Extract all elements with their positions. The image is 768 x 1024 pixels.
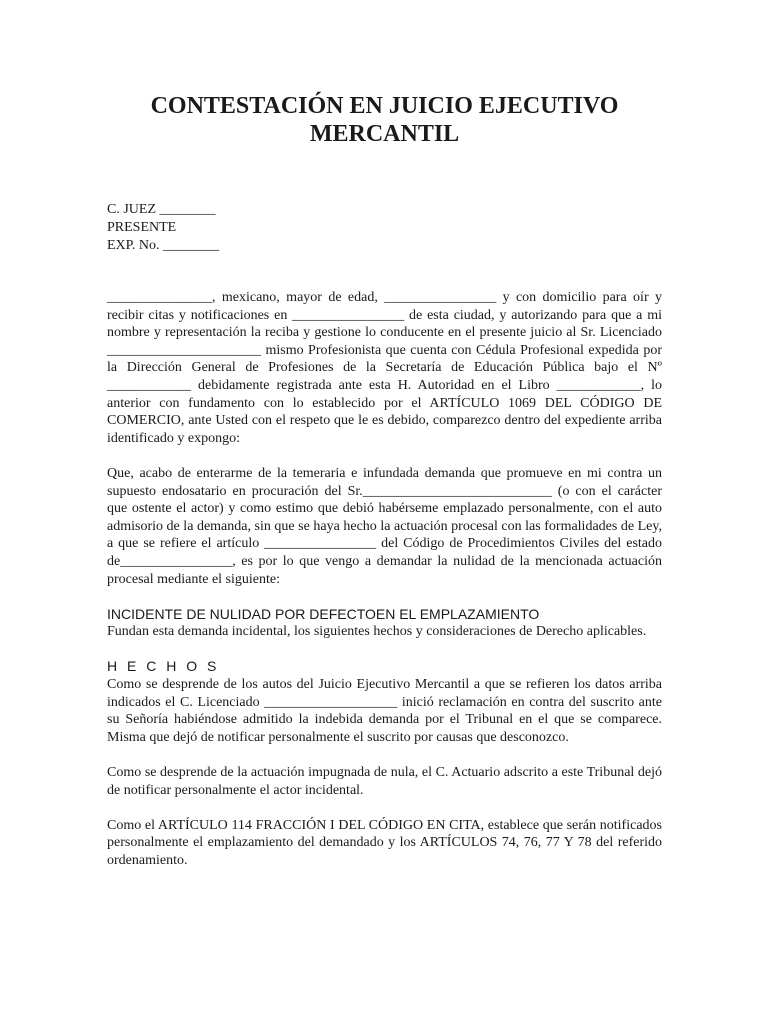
paragraph-fundan: Fundan esta demanda incidental, los siguientes hechos y consideraciones de Derecho aplicables. <box>107 624 647 640</box>
document-title: CONTESTACIÓN EN JUICIO EJECUTIVO MERCANTIL <box>150 93 619 147</box>
paragraph-hecho-2: Como se desprende de la actuación impugnada de nula, el C. Actuario adscrito a este Tribunal dejó de notificar personalmente el actor incidental. <box>107 765 662 798</box>
addressee-presente: PRESENTE <box>107 220 177 235</box>
incidente-heading: INCIDENTE DE NULIDAD POR DEFECTOEN EL EMPLAZAMIENTO <box>107 605 540 622</box>
paragraph-intro: _______________, mexicano, mayor de edad, ________________ y con domicilio para oír y recibir citas y notificaciones en ________________ de esta ciudad, y autorizando para que a mi nombre y representación la reciba y gestione lo conducente en el presente juicio al Sr. Licenciado ______________________ mismo Profesionista que cuenta con Cédula Profesional expedida por la Dirección General de Profesiones de la Secretaría de Educación Pública bajo el Nº ____________ debidamente registrada ante esta H. Autoridad en el Libro ____________, lo anterior con fundamento con lo establecido por el ARTÍCULO 1069 DEL CÓDIGO DE COMERCIO, ante Usted con el respeto que le es debido, comparezco dentro del expediente arriba identificado y expongo: <box>107 290 662 446</box>
document-body <box>107 289 662 870</box>
paragraph-hecho-3: Como el ARTÍCULO 114 FRACCIÓN I DEL CÓDIGO EN CITA, establece que serán notificados personalmente el emplazamiento del demandado y los ARTÍCULOS 74, 76, 77 Y 78 del referido ordenamiento. <box>107 817 662 868</box>
addressee-judge: C. JUEZ ________ <box>107 202 216 217</box>
paragraph-hecho-1: Como se desprende de los autos del Juicio Ejecutivo Mercantil a que se refieren los datos arriba indicados el C. Licenciado ___________________ inició reclamación en contra del suscrito ante su Señoría habiéndose admitido la indebida demanda por el Tribunal en el que se comparece. Misma que dejó de notificar personalmente el suscrito por causas que desconozco. <box>107 677 662 745</box>
hechos-heading: H E C H O S <box>107 658 220 675</box>
paragraph-que: Que, acabo de enterarme de la temeraria e infundada demanda que promueve en mi contra un supuesto endosatario en procuración del Sr.___________________________ (o con el carácter que ostente el actor) y como estimo que debió habérseme emplazado personalmente, con el auto admisorio de la demanda, sin que se haya hecho la actuación procesal con las formalidades de Ley, a que se refiere el artículo ________________ del Código de Procedimientos Civiles del estado de________________, es por lo que vengo a demandar la nulidad de la mencionada actuación procesal mediante el siguiente: <box>107 465 662 587</box>
addressee-block <box>107 201 662 255</box>
addressee-exp-number: EXP. No. ________ <box>107 238 220 253</box>
